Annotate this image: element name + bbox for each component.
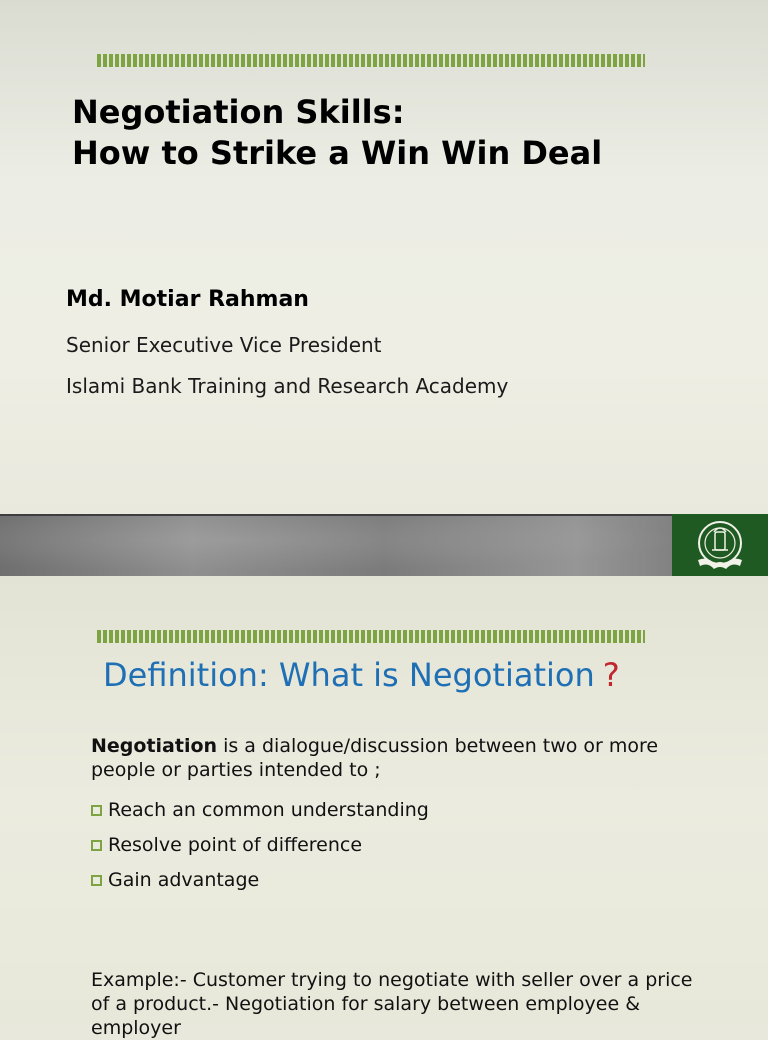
checkbox-bullet-icon [91, 840, 102, 851]
author-name: Md. Motiar Rahman [66, 287, 309, 312]
author-role: Senior Executive Vice President [66, 333, 382, 357]
title-line-1: Negotiation Skills: [72, 93, 405, 131]
example-line-1: Example:- Customer trying to negotiate with seller over a price [91, 969, 693, 991]
example-line-2: of a product.- Negotiation for salary between employee & [91, 993, 641, 1015]
slide-heading-text: Definition: What is Negotiation [103, 656, 595, 694]
bullet-text: Gain advantage [108, 868, 260, 891]
slide-title [0, 0, 768, 514]
definition-paragraph [91, 734, 711, 782]
title-line-2: How to Strike a Win Win Deal [72, 134, 603, 172]
definition-text: is a dialogue/discussion between two or more people or parties intended to ; [91, 735, 659, 781]
checkbox-bullet-icon [91, 875, 102, 886]
presentation-title [72, 92, 602, 174]
author-organization: Islami Bank Training and Research Academy [66, 374, 509, 398]
logo-panel [672, 514, 768, 576]
list-item [91, 827, 429, 862]
decorative-stripe [97, 630, 645, 643]
decorative-stripe [97, 54, 645, 67]
definition-term: Negotiation [91, 735, 218, 757]
list-item [91, 862, 429, 897]
bullet-text: Resolve point of difference [108, 833, 363, 856]
example-paragraph [91, 968, 731, 1040]
ibbl-emblem-icon [690, 516, 750, 574]
question-mark: ? [602, 656, 620, 694]
slide-heading [103, 656, 620, 694]
concrete-band [0, 514, 768, 576]
definition-bullet-list [91, 792, 429, 897]
example-line-3: employer [91, 1017, 181, 1039]
bullet-text: Reach an common understanding [108, 798, 429, 821]
list-item [91, 792, 429, 827]
checkbox-bullet-icon [91, 805, 102, 816]
